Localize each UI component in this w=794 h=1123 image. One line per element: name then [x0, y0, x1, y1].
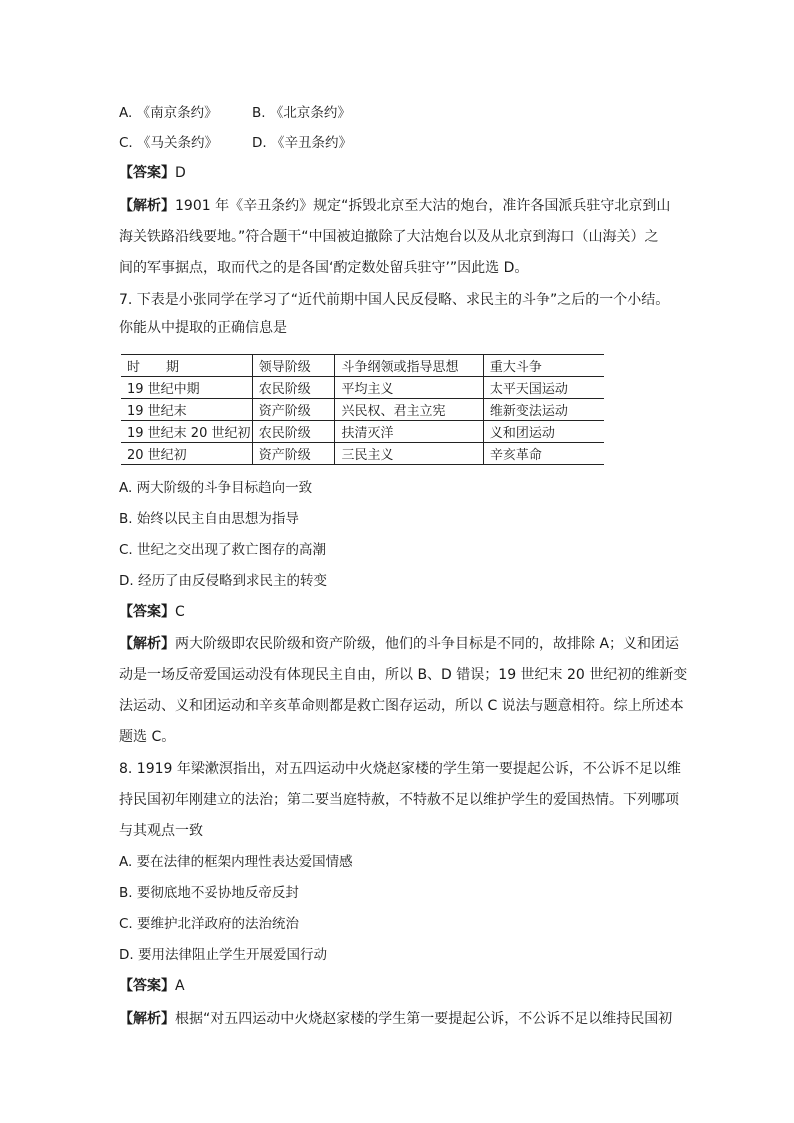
table-cell: 19 世纪中期: [121, 377, 252, 399]
table-cell: 辛亥革命: [483, 443, 604, 465]
q7-stem-line-2: 你能从中提取的正确信息是: [119, 320, 287, 336]
table-cell: 义和团运动: [483, 421, 604, 443]
table-cell: 20 世纪初: [121, 443, 252, 465]
q6-answer: [119, 163, 186, 183]
table-cell: 资产阶级: [252, 443, 335, 465]
analysis-tag: 【解析】: [119, 636, 175, 652]
analysis-text: 1901 年《辛丑条约》规定“拆毁北京至大沽的炮台，准许各国派兵驻守北京到山: [175, 198, 671, 214]
q6-analysis-line-3: 间的军事据点，取而代之的是各国‘酌定数处留兵驻守’”因此选 D。: [119, 260, 529, 276]
table-row: [121, 377, 604, 399]
q8-option-b: B. 要彻底地不妥协地反帝反封: [119, 885, 299, 901]
answer-tag: 【答案】: [119, 165, 175, 181]
q8-answer: [119, 976, 185, 996]
q7-option-d: D. 经历了由反侵略到求民主的转变: [119, 573, 327, 589]
q7-stem-line-1: 7. 下表是小张同学在学习了“近代前期中国人民反侵略、求民主的斗争”之后的一个小结。: [119, 292, 670, 308]
table-cell: 农民阶级: [252, 377, 335, 399]
struggle-summary-table: [121, 354, 604, 465]
analysis-text: 两大阶级即农民阶级和资产阶级，他们的斗争目标是不同的，故排除 A；义和团运: [175, 636, 680, 652]
q7-analysis-line-4: 题选 C。: [119, 729, 176, 745]
q8-stem-line-1: 8. 1919 年梁漱溟指出，对五四运动中火烧赵家楼的学生第一要提起公诉，不公诉不足以维: [119, 761, 681, 777]
table-row: [121, 443, 604, 465]
analysis-text: 根据“对五四运动中火烧赵家楼的学生第一要提起公诉，不公诉不足以维持民国初: [175, 1011, 673, 1027]
table-row: [121, 399, 604, 421]
table-header-cell: 斗争纲领或指导思想: [335, 355, 483, 377]
table-cell: 19 世纪末: [121, 399, 252, 421]
q7-option-a: A. 两大阶级的斗争目标趋向一致: [119, 480, 313, 496]
analysis-tag: 【解析】: [119, 1011, 175, 1027]
q8-analysis-line-1: [119, 1009, 672, 1029]
table-cell: 兴民权、君主立宪: [335, 399, 483, 421]
answer-tag: 【答案】: [119, 604, 175, 620]
table-cell: 19 世纪末 20 世纪初: [121, 421, 252, 443]
table-cell: 太平天国运动: [483, 377, 604, 399]
q7-analysis-line-1: [119, 634, 679, 654]
answer-tag: 【答案】: [119, 978, 175, 994]
analysis-tag: 【解析】: [119, 198, 175, 214]
table-header-cell: 领导阶级: [252, 355, 335, 377]
table-header-cell: 重大斗争: [483, 355, 604, 377]
q8-stem-line-2: 持民国初年刚建立的法治；第二要当庭特赦，不特赦不足以维护学生的爱国热情。下列哪项: [119, 792, 679, 808]
table-cell: 平均主义: [335, 377, 483, 399]
table-cell: 农民阶级: [252, 421, 335, 443]
answer-value: A: [175, 978, 185, 994]
q8-option-d: D. 要用法律阻止学生开展爱国行动: [119, 947, 327, 963]
table-header-cell: 时 期: [121, 355, 252, 377]
table-row: [121, 421, 604, 443]
table-cell: 三民主义: [335, 443, 483, 465]
table-cell: 扶清灭洋: [335, 421, 483, 443]
q7-answer: [119, 602, 185, 622]
table-cell: 维新变法运动: [483, 399, 604, 421]
table-header-row: [121, 355, 604, 377]
q7-option-c: C. 世纪之交出现了救亡图存的高潮: [119, 542, 327, 558]
q6-option-b: B. 《北京条约》: [252, 105, 351, 121]
answer-value: D: [175, 165, 186, 181]
q6-option-d: D. 《辛丑条约》: [252, 135, 352, 151]
q6-option-c: C. 《马关条约》: [119, 135, 219, 151]
q6-option-a: A. 《南京条约》: [119, 105, 218, 121]
q7-option-b: B. 始终以民主自由思想为指导: [119, 511, 299, 527]
q6-analysis-line-1: [119, 196, 670, 216]
q8-option-c: C. 要维护北洋政府的法治统治: [119, 916, 300, 932]
q8-option-a: A. 要在法律的框架内理性表达爱国情感: [119, 854, 353, 870]
q6-analysis-line-2: 海关铁路沿线要地。”符合题干“中国被迫撤除了大沽炮台以及从北京到海口（山海关）之: [119, 229, 659, 245]
q7-analysis-line-2: 动是一场反帝爱国运动没有体现民主自由，所以 B、D 错误；19 世纪末 20 世纪初的维新变: [119, 667, 688, 683]
table-cell: 资产阶级: [252, 399, 335, 421]
answer-value: C: [175, 604, 185, 620]
q8-stem-line-3: 与其观点一致: [119, 823, 203, 839]
q7-analysis-line-3: 法运动、义和团运动和辛亥革命则都是救亡图存运动，所以 C 说法与题意相符。综上所述本: [119, 698, 684, 714]
